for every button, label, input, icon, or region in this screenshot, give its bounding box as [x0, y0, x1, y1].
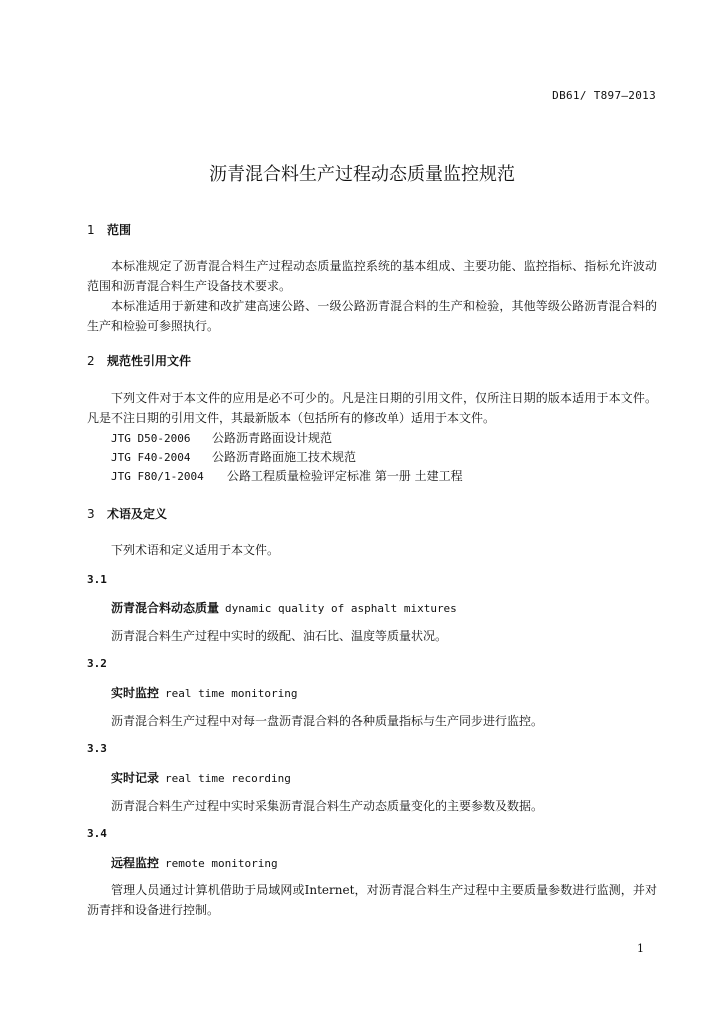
reference-code: JTG D50-2006: [111, 432, 191, 445]
section-1-paragraph-2: 本标准适用于新建和改扩建高速公路、一级公路沥青混合料的生产和检验，其他等级公路沥青混合料的生产和检验可参照执行。: [87, 299, 657, 333]
reference-item: [111, 429, 332, 446]
term-number: 3.3: [87, 742, 107, 755]
term-title: [111, 769, 291, 786]
reference-code: JTG F40-2004: [111, 451, 191, 464]
section-number: 2: [87, 354, 95, 368]
term-name-zh: 远程监控: [111, 856, 160, 870]
document-title: 沥青混合料生产过程动态质量监控规范: [209, 164, 515, 185]
section-2-paragraph-1: 下列文件对于本文件的应用是必不可少的。凡是注日期的引用文件，仅所注日期的版本适用于本文件。凡是不注日期的引用文件，其最新版本（包括所有的修改单）适用于本文件。: [87, 391, 657, 425]
term-name-zh: 实时监控: [111, 686, 160, 700]
term-name-zh: 沥青混合料动态质量: [111, 601, 220, 615]
section-3-heading: [87, 505, 167, 522]
term-definition: 沥青混合料生产过程中实时采集沥青混合料生产动态质量变化的主要参数及数据。: [111, 799, 544, 813]
term-name-zh: 实时记录: [111, 771, 160, 785]
term-title: [111, 684, 297, 701]
section-title: 规范性引用文件: [107, 354, 192, 368]
term-definition: 沥青混合料生产过程中对每一盘沥青混合料的各种质量指标与生产同步进行监控。: [111, 714, 544, 728]
page-number: 1: [637, 942, 644, 955]
term-number: 3.2: [87, 657, 107, 670]
term-title: [111, 854, 278, 871]
term-number: 3.1: [87, 573, 107, 586]
section-title: 范围: [107, 223, 132, 237]
section-number: 1: [87, 223, 95, 237]
section-1-paragraph-1: 本标准规定了沥青混合料生产过程动态质量监控系统的基本组成、主要功能、监控指标、指标允许波动范围和沥青混合料生产设备技术要求。: [87, 259, 657, 293]
section-number: 3: [87, 507, 95, 521]
reference-item: [111, 448, 356, 465]
section-title: 术语及定义: [107, 507, 168, 521]
section-1-heading: [87, 221, 131, 238]
document-code: DB61/ T897—2013: [552, 89, 656, 102]
term-name-en: real time recording: [165, 772, 291, 785]
term-name-en: remote monitoring: [165, 857, 278, 870]
reference-item: [111, 467, 463, 484]
reference-title: 公路工程质量检验评定标准 第一册 土建工程: [227, 469, 463, 483]
term-title: [111, 599, 457, 616]
term-name-en: real time monitoring: [165, 687, 298, 700]
reference-code: JTG F80/1-2004: [111, 470, 204, 483]
reference-title: 公路沥青路面施工技术规范: [212, 450, 357, 464]
term-number: 3.4: [87, 827, 107, 840]
section-2-heading: [87, 352, 191, 369]
reference-title: 公路沥青路面设计规范: [212, 431, 333, 445]
term-definition: 管理人员通过计算机借助于局域网或Internet，对沥青混合料生产过程中主要质量参数进行监测，并对沥青拌和设备进行控制。: [87, 883, 657, 917]
term-definition: 沥青混合料生产过程中实时的级配、油石比、温度等质量状况。: [111, 629, 448, 643]
term-name-en: dynamic quality of asphalt mixtures: [225, 602, 457, 615]
section-3-paragraph-1: 下列术语和定义适用于本文件。: [111, 543, 280, 557]
